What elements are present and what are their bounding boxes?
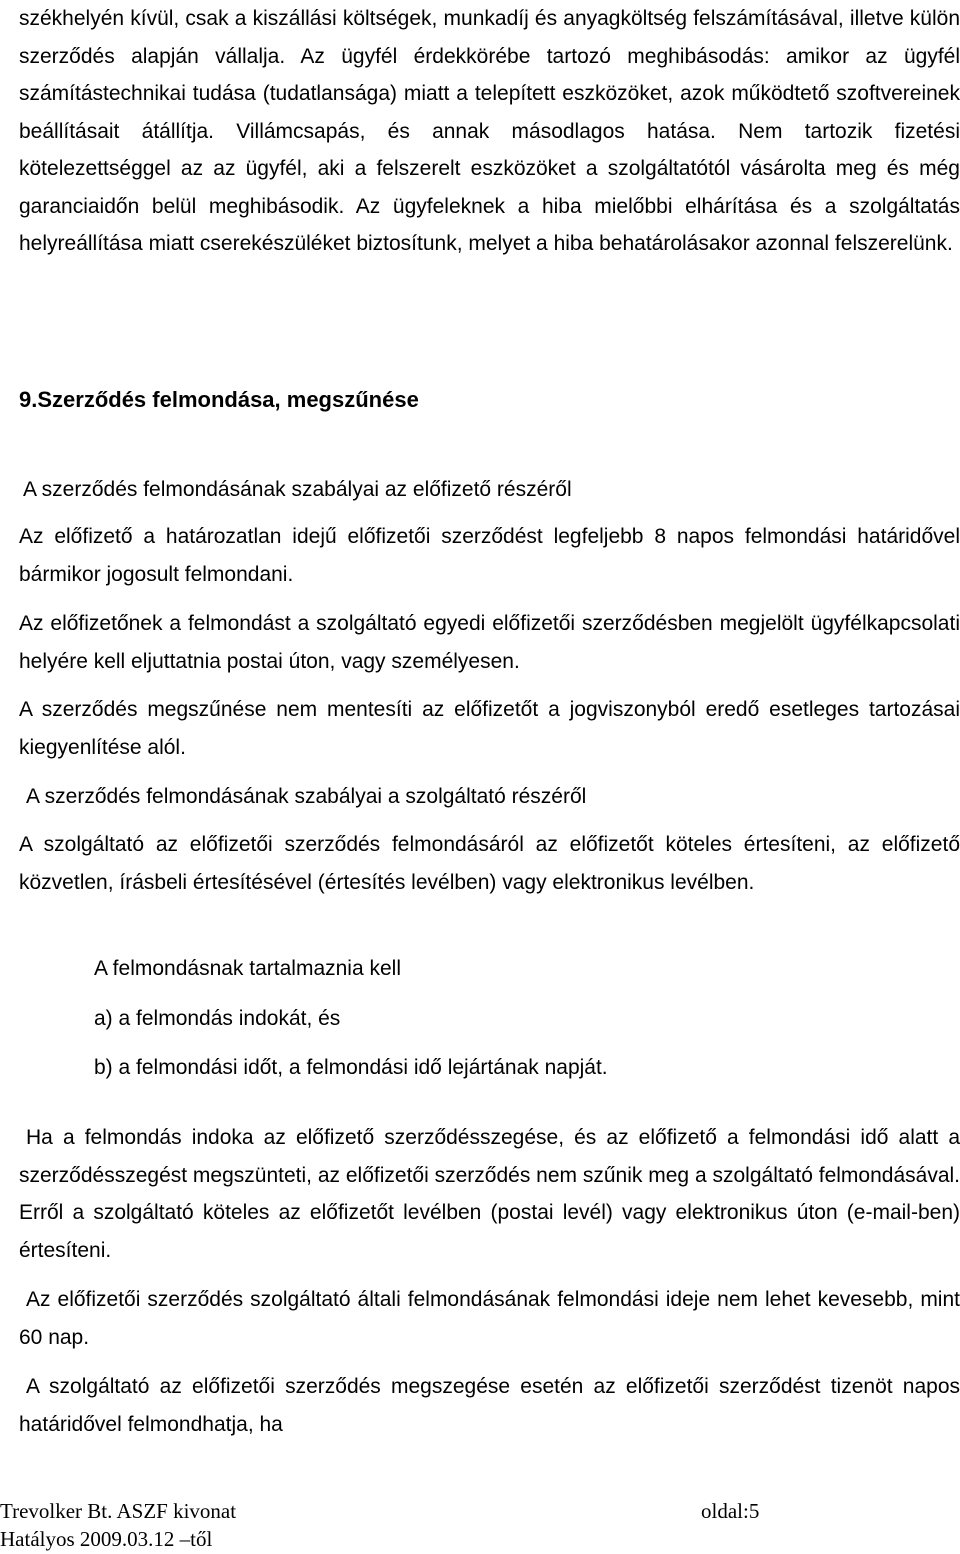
termination-content-list — [94, 950, 960, 1087]
footer-company: Trevolker Bt. ASZF kivonat — [0, 1499, 237, 1523]
paragraph-debt-settlement: A szerződés megszűnése nem mentesíti az előfizetőt a jogviszonyból eredő esetleges tartozásai kiegyenlítése alól. — [19, 698, 960, 759]
section-heading: 9.Szerződés felmondása, megszűnése — [19, 387, 419, 412]
subheading-provider-rules: A szerződés felmondásának szabályai a szolgáltató részéről — [26, 785, 587, 808]
paragraph-termination-delivery: Az előfizetőnek a felmondást a szolgáltató egyedi előfizetői szerződésben megjelölt ügyfélkapcsolati helyére kell eljuttatnia postai úton, vagy személyesen. — [19, 612, 960, 673]
paragraph-fifteen-day-termination: A szolgáltató az előfizetői szerződés megszegése esetén az előfizetői szerződést tizenöt napos határidővel felmondhatja, ha — [19, 1375, 960, 1436]
intro-paragraph: székhelyén kívül, csak a kiszállási költségek, munkadíj és anyagköltség felszámításával, illetve külön szerződés alapján vállalja. Az ügyfél érdekkörébe tartozó meghibásodás: amikor az ügyfél számítástechnikai tudása (tudatlansága) miatt a telepített eszközöket, azok működtető szoftvereinek beállításait átállítja. Villámcsapás, és annak másodlagos hatása. Nem tartozik fizetési kötelezettséggel az az ügyfél, aki a felszerelt eszközöket a szolgáltatótól vásárolta meg és még garanciaidőn belül meghibásodik. Az ügyfeleknek a hiba mielőbbi elhárítása és a szolgáltatás helyreállítása miatt cserekészüléket biztosítunk, melyet a hiba behatárolásakor azonnal felszerelünk. — [19, 7, 960, 255]
paragraph-subscriber-termination: Az előfizető a határozatlan idejű előfizetői szerződést legfeljebb 8 napos felmondási határidővel bármikor jogosult felmondani. — [19, 525, 960, 586]
footer-page-number: oldal:5 — [701, 1499, 760, 1523]
subheading-subscriber-rules: A szerződés felmondásának szabályai az előfizető részéről — [23, 478, 572, 501]
paragraph-provider-notification: A szolgáltató az előfizetői szerződés felmondásáról az előfizetőt köteles értesíteni, az előfizető közvetlen, írásbeli értesítésével (értesítés levélben) vagy elektronikus levélben. — [19, 833, 960, 894]
list-intro: A felmondásnak tartalmaznia kell — [94, 957, 401, 980]
paragraph-notice-period: Az előfizetői szerződés szolgáltató általi felmondásának felmondási ideje nem lehet kevesebb, mint 60 nap. — [19, 1288, 960, 1349]
document-page — [19, 0, 960, 263]
footer-effective-date: Hatályos 2009.03.12 –től — [0, 1527, 213, 1551]
paragraph-breach-remedy: Ha a felmondás indoka az előfizető szerződésszegése, és az előfizető a felmondási idő alatt a szerződésszegést megszünteti, az előfizetői szerződés nem szűnik meg a szolgáltató felmondásával. Erről a szolgáltató köteles az előfizetőt levélben (postai levél) vagy elektronikus úton (e-mail-ben) értesíteni. — [19, 1126, 960, 1262]
list-item: a) a felmondás indokát, és — [94, 1006, 341, 1030]
list-item: b) a felmondási időt, a felmondási idő lejártának napját. — [94, 1056, 608, 1079]
